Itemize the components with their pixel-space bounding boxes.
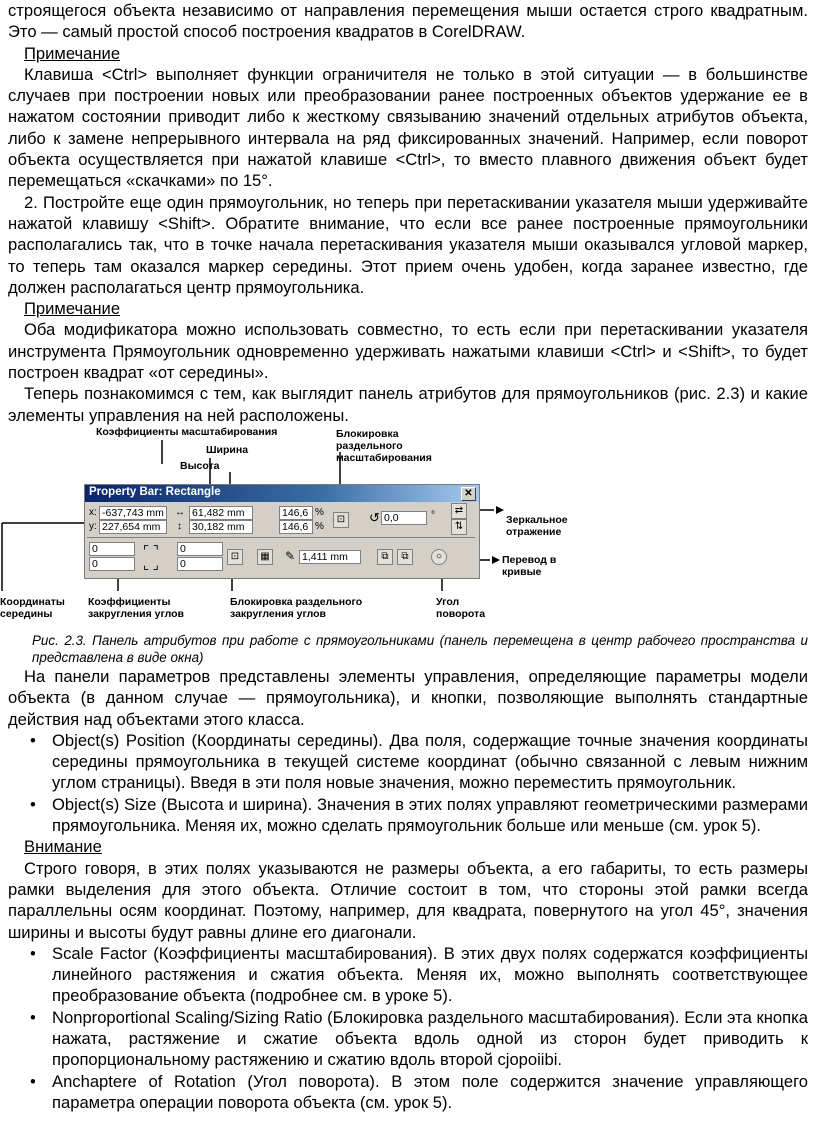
corner-icon-bottom: ⌞ ⌟ — [143, 556, 159, 572]
paragraph-ctrl: Клавиша <Ctrl> выполняет функции ограничителя не только в этой ситуации — в большинстве случаев при построении новых или преобразовании ранее построенных объектов удержание ее в нажатом состоянии приводит либо к жесткому связыванию значений отдельных атрибутов объекта, либо к замене непрерывного интервала на ряд фиксированных значений. Например, если поворот объекта осуществляется при нажатой клавише <Ctrl>, то вместо плавного движения объект будет перемещаться «скачками» по 15°. — [8, 64, 808, 191]
label-center-coordinates: Координаты середины — [0, 595, 65, 620]
list-item: • Nonproportional Scaling/Sizing Ratio (Блокировка раздельного масштабирования). Если эта кнопка нажата, растяжение и сжатие объекта вдоль одной из сторон будет приводить к пропорциональному растяжению и сжатию вдоль второй cjopoiibi. — [30, 1007, 808, 1070]
label-height: Высота — [180, 459, 220, 472]
wrap-text-icon[interactable]: ▦ — [257, 549, 273, 565]
lock-scale-icon[interactable]: ⊡ — [333, 512, 349, 528]
close-icon[interactable]: ✕ — [461, 487, 476, 501]
label-lock-corner: Блокировка раздельного закругления углов — [230, 595, 363, 620]
corner-icon: ⌜ ⌝ — [143, 542, 159, 558]
corner-bottom-right-field[interactable]: 0 — [177, 557, 223, 571]
x-position-field[interactable]: -637,743 mm — [99, 506, 167, 520]
list-item-text: Anchaptere of Rotation (Угол поворота). В этом поле содержится значение управляющего параметра операции поворота объекта (см. урок 5). — [52, 1071, 808, 1112]
paragraph-attention: Строго говоря, в этих полях указываются не размеры объекта, а его габариты, то есть размеры рамки выделения для этого объекта. Отличие состоит в том, что стороны этой рамки всегда параллельны осям координат. Поэтому, например, для квадрата, повернутого на угол 45°, значения ширины и высоты будут равны длине его диагонали. — [8, 858, 808, 942]
corner-top-left-field[interactable]: 0 — [89, 542, 135, 556]
scale-y-field[interactable]: 146,6 — [279, 520, 313, 534]
list-item-text: Object(s) Position (Координаты середины). Два поля, содержащие точные значения координаты середины прямоугольника в текущей системе координат (обычно связанной с левым нижним углом страницы). Введя в эти поля новые значения, можно переместить прямоугольник. — [52, 730, 808, 793]
bullet-list-2 — [8, 943, 808, 1113]
height-icon: ↕ — [177, 520, 182, 532]
note-heading-1: Примечание — [24, 43, 121, 63]
figure-property-bar — [0, 426, 816, 630]
row-divider — [87, 537, 475, 538]
mirror-vertical-icon[interactable]: ⇅ — [451, 519, 467, 535]
list-item-text: Scale Factor (Коэффициенты масштабирования). В этих двух полях содержатся коэффициенты линейного растяжения и сжатия объекта. Меняя их, можно выполнять соответствующее преобразование объекта (подробнее см. в уроке 5). — [52, 943, 808, 1006]
percent-y: % — [315, 520, 324, 532]
note-heading-2: Примечание — [24, 299, 121, 319]
to-front-icon[interactable]: ⧉ — [377, 549, 393, 565]
scale-x-field[interactable]: 146,6 — [279, 506, 313, 520]
window-titlebar — [85, 485, 479, 502]
label-convert-to-curves: Перевод в кривые — [502, 553, 557, 578]
paragraph-intro-figure: Теперь познакомимся с тем, как выглядит панель атрибутов для прямоугольников (рис. 2.3) и какие элементы управления на ней расположены. — [8, 384, 808, 425]
list-item: • Anchaptere of Rotation (Угол поворота). В этом поле содержится значение управляющего параметра операции поворота объекта (см. урок 5). — [30, 1071, 808, 1112]
label-rotation-angle: Угол поворота — [436, 595, 486, 620]
property-bar-window — [84, 484, 480, 579]
lock-corner-icon[interactable]: ⊡ — [227, 549, 243, 565]
degree-sign: ° — [431, 509, 435, 521]
window-title: Property Bar: Rectangle — [89, 485, 221, 498]
x-label: x: — [89, 506, 97, 518]
label-mirror: Зеркальное отражение — [506, 513, 568, 538]
bullet-list-1 — [8, 730, 808, 836]
to-back-icon[interactable]: ⧉ — [397, 549, 413, 565]
list-item: • Object(s) Size (Высота и ширина). Значения в этих полях управляют геометрическими размерами прямоугольника. Меняя их, можно сделать прямоугольник больше или меньше (см. урок 5). — [30, 794, 808, 836]
attention-heading: Внимание — [24, 837, 102, 857]
paragraph-shift: 2. Постройте еще один прямоугольник, но теперь при перетаскивании указателя мыши удерживайте нажатой клавишу <Shift>. Обратите внимание, что если все ранее построенные прямоугольники располагались так, что в точке начала перетаскивания указателя мыши оказывался угловой маркер, то теперь там оказался маркер середины. Этот прием очень удобен, когда заранее известно, где должен располагаться центр прямоугольника. — [8, 192, 808, 297]
outline-width-select[interactable]: 1,411 mm — [299, 550, 361, 564]
outline-pen-icon: ✎ — [285, 548, 296, 563]
rotate-icon: ↺ — [369, 509, 380, 525]
rotation-angle-field[interactable]: 0,0 — [381, 511, 427, 525]
list-item: • Object(s) Position (Координаты середины). Два поля, содержащие точные значения координаты середины прямоугольника в текущей системе координат (обычно связанной с левым нижним углом страницы). Введя в эти поля новые значения, можно переместить прямоугольник. — [30, 730, 808, 793]
corner-bottom-left-field[interactable]: 0 — [89, 557, 135, 571]
y-position-field[interactable]: 227,654 mm — [99, 520, 167, 534]
list-item-text: Object(s) Size (Высота и ширина). Значения в этих полях управляют геометрическими размерами прямоугольника. Меняя их, можно сделать прямоугольник больше или меньше (см. урок 5). — [52, 794, 808, 836]
label-corner-roundness: Коэффициенты закругления углов — [88, 595, 184, 620]
corner-top-right-field[interactable]: 0 — [177, 542, 223, 556]
label-lock-scaling: Блокировка раздельного масштабирования — [336, 427, 432, 464]
label-width: Ширина — [206, 443, 249, 456]
width-icon: ↔ — [175, 506, 185, 518]
percent-x: % — [315, 506, 324, 518]
y-label: y: — [89, 520, 97, 532]
paragraph-combined: Оба модификатора можно использовать совместно, то есть если при перетаскивании указателя инструмента Прямоугольник одновременно удерживать нажатыми клавиши <Ctrl> и <Shift>, то будет построен квадрат «от середины». — [8, 320, 808, 383]
convert-to-curves-icon[interactable]: ○ — [431, 549, 447, 565]
mirror-horizontal-icon[interactable]: ⇄ — [451, 503, 467, 519]
figure-caption: Рис. 2.3. Панель атрибутов при работе с прямоугольниками (панель перемещена в центр рабочего пространства и представлена в виде окна) — [32, 632, 808, 665]
width-field[interactable]: 61,482 mm — [189, 506, 253, 520]
height-field[interactable]: 30,182 mm — [189, 520, 253, 534]
label-scale-factor: Коэффициенты масштабирования — [96, 425, 278, 438]
paragraph-panel: На панели параметров представлены элементы управления, определяющие параметры модели объекта (в данном случае — прямоугольника), и кнопки, позволяющие выполнять стандартные действия над объектами этого класса. — [8, 666, 808, 729]
list-item-text: Nonproportional Scaling/Sizing Ratio (Блокировка раздельного масштабирования). Если эта кнопка нажата, растяжение и сжатие объекта вдоль одной из сторон будет приводить к пропорциональному растяжению и сжатию вдоль второй cjopoiibi. — [52, 1007, 808, 1070]
list-item: • Scale Factor (Коэффициенты масштабирования). В этих двух полях содержатся коэффициенты линейного растяжения и сжатия объекта. Меняя их, можно выполнять соответствующее преобразование объекта (подробнее см. в уроке 5). — [30, 943, 808, 1006]
paragraph-1: строящегося объекта независимо от направления перемещения мыши остается строго квадратным. Это — самый простой способ построения квадратов в CorelDRAW. — [8, 1, 808, 42]
